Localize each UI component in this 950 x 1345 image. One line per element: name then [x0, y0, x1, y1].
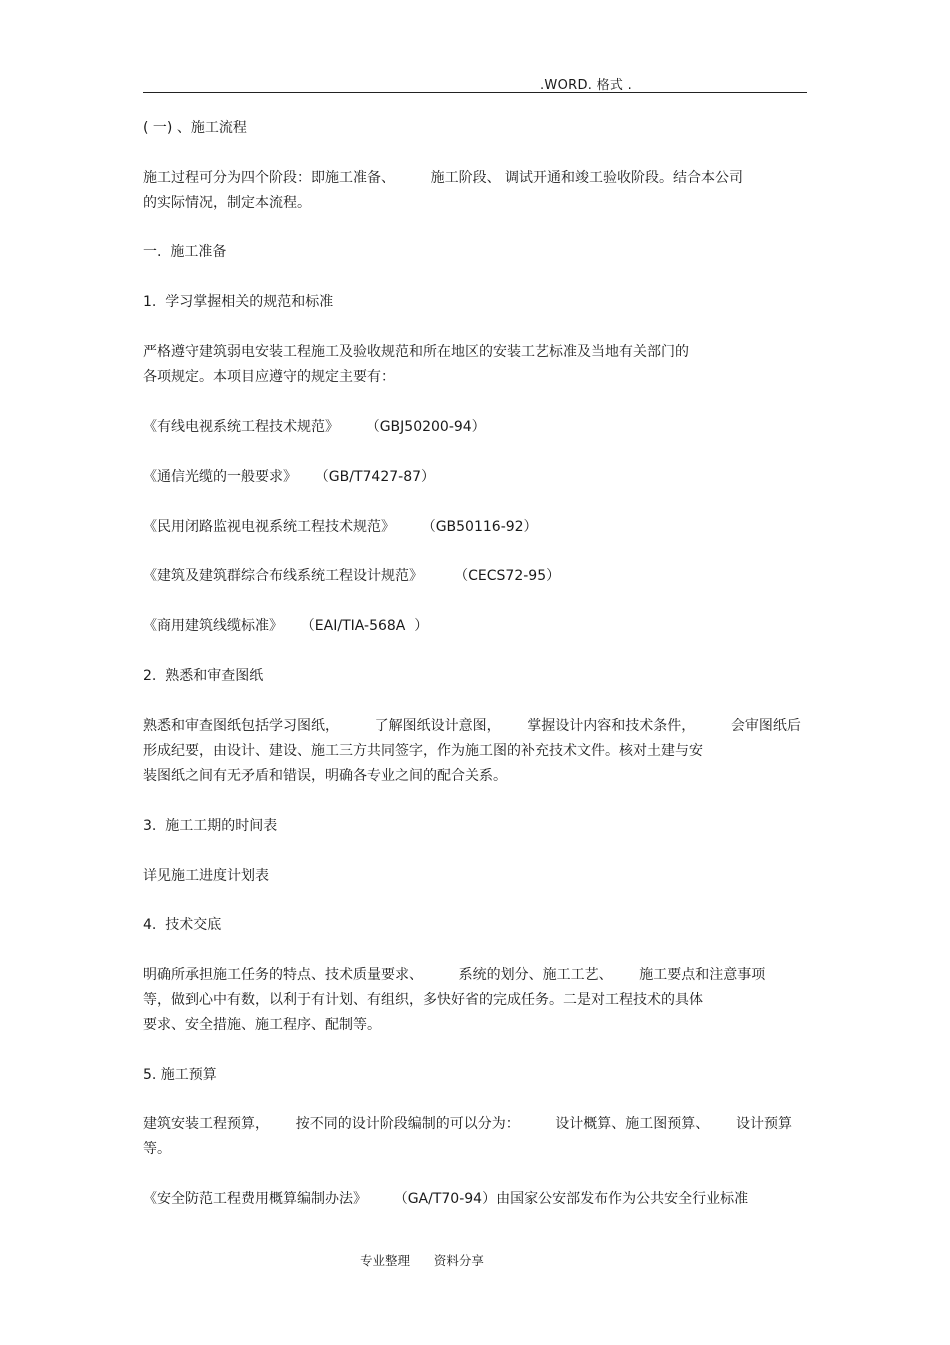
item-5-line-1: 建筑安装工程预算， 按不同的设计阶段编制的可以分为： 设计概算、施工图预算、 设计预算	[143, 1116, 793, 1132]
item-1-line-2: 各项规定。本项目应遵守的规定主要有：	[143, 369, 395, 385]
standard-item: 《民用闭路监视电视系统工程技术规范》 （GB50116-92）	[143, 519, 538, 535]
item-1-heading: 1. 学习掌握相关的规范和标准	[143, 294, 334, 310]
standard-item: 《建筑及建筑群综合布线系统工程设计规范》 （CECS72-95）	[143, 568, 561, 584]
item-4-heading: 4. 技术交底	[143, 917, 222, 933]
intro-line-1: 施工过程可分为四个阶段：即施工准备、 施工阶段、 调试开通和竣工验收阶段。结合本公司	[143, 170, 744, 186]
item-2-line-3: 装图纸之间有无矛盾和错误，明确各专业之间的配合关系。	[143, 768, 507, 784]
intro-line-2: 的实际情况，制定本流程。	[143, 195, 311, 211]
header-title: .WORD. 格式 .	[540, 78, 633, 93]
section-heading: ( 一) 、施工流程	[143, 120, 247, 136]
item-4-line-2: 等，做到心中有数，以利于有计划、有组织，多快好省的完成任务。二是对工程技术的具体	[143, 992, 703, 1008]
item-2-line-1: 熟悉和审查图纸包括学习图纸， 了解图纸设计意图， 掌握设计内容和技术条件， 会审图纸后	[143, 718, 801, 734]
item-4-line-1: 明确所承担施工任务的特点、技术质量要求、 系统的划分、施工工艺、 施工要点和注意事项	[143, 967, 766, 983]
header-divider	[143, 92, 807, 93]
item-2-heading: 2. 熟悉和审查图纸	[143, 668, 264, 684]
page-footer: 专业整理 资料分享	[360, 1253, 484, 1268]
standard-item: 《通信光缆的一般要求》 （GB/T7427-87）	[143, 469, 436, 485]
item-5-line-2: 等。	[143, 1141, 171, 1157]
item-2-line-2: 形成纪要，由设计、建设、施工三方共同签字，作为施工图的补充技术文件。核对土建与安	[143, 743, 703, 759]
item-3-heading: 3. 施工工期的时间表	[143, 818, 278, 834]
item-3-text: 详见施工进度计划表	[143, 868, 269, 884]
part-1-heading: 一. 施工准备	[143, 244, 227, 260]
item-4-line-3: 要求、安全措施、施工程序、配制等。	[143, 1017, 381, 1033]
item-5-heading: 5. 施工预算	[143, 1067, 217, 1083]
item-5-line-3: 《安全防范工程费用概算编制办法》 （GA/T70-94）由国家公安部发布作为公共安全行业标准	[143, 1191, 749, 1207]
item-1-line-1: 严格遵守建筑弱电安装工程施工及验收规范和所在地区的安装工艺标准及当地有关部门的	[143, 344, 689, 360]
standard-item: 《商用建筑线缆标准》 （EAI/TIA-568A ）	[143, 618, 429, 634]
standard-item: 《有线电视系统工程技术规范》 （GBJ50200-94）	[143, 419, 486, 435]
